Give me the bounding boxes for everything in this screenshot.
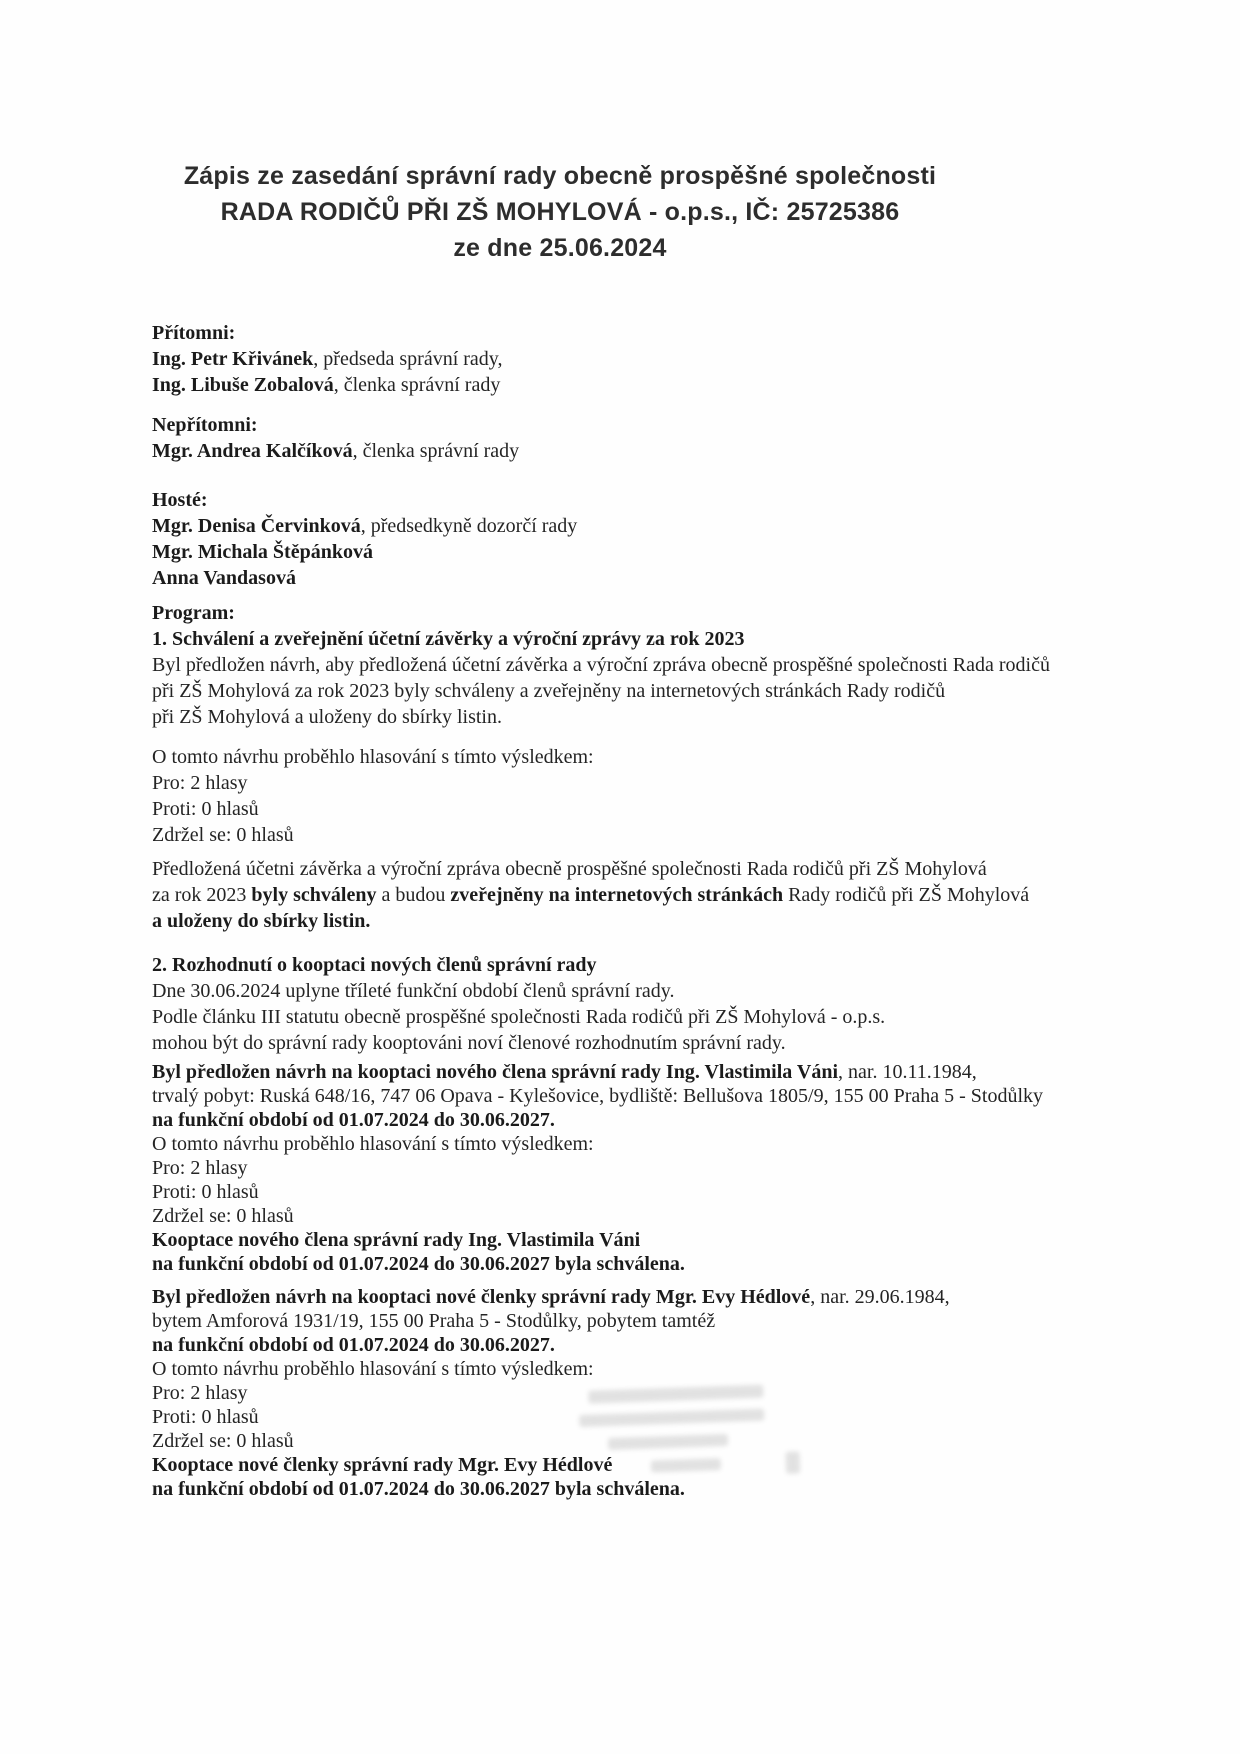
text-segment: , členka správní rady — [333, 374, 501, 396]
text-line — [152, 1381, 1112, 1405]
text-line — [152, 908, 1112, 934]
bold-text-segment: Program: — [152, 602, 235, 624]
text-line — [152, 952, 1112, 978]
text-segment: O tomto návrhu proběhlo hlasování s tímto výsledkem: — [152, 746, 594, 768]
text-segment: za rok 2023 — [152, 884, 252, 906]
bold-text-segment: na funkční období od 01.07.2024 do 30.06.2027 byla schválena. — [152, 1478, 685, 1500]
text-line — [152, 372, 1112, 398]
text-line — [152, 1405, 1112, 1429]
text-segment: , předsedkyně dozorčí rady — [360, 515, 578, 537]
vote-result-item1 — [152, 744, 1112, 848]
text-segment: Proti: 0 hlasů — [152, 798, 259, 820]
text-line — [152, 882, 1112, 908]
text-line — [152, 1357, 1112, 1381]
bold-text-segment: Nepřítomni: — [152, 414, 258, 436]
text-segment: Proti: 0 hlasů — [152, 1406, 259, 1428]
text-line — [152, 513, 1112, 539]
title-line-3: ze dne 25.06.2024 — [453, 234, 667, 262]
text-line — [152, 487, 1112, 513]
text-segment: Rady rodičů při ZŠ Mohylová — [783, 884, 1030, 906]
text-segment: Pro: 2 hlasy — [152, 1157, 248, 1179]
cooptation-vana-section — [152, 1060, 1112, 1276]
absent-members-section — [152, 412, 1112, 464]
text-line — [152, 1132, 1112, 1156]
text-line — [152, 856, 1112, 882]
guests-section — [152, 487, 1112, 591]
text-line — [152, 1084, 1112, 1108]
text-segment: při ZŠ Mohylová a uloženy do sbírky listin. — [152, 706, 502, 728]
text-line — [152, 704, 1112, 730]
text-line — [152, 1108, 1112, 1132]
title-line-1: Zápis ze zasedání správní rady obecně prospěšné společnosti — [183, 162, 937, 190]
text-segment: Zdržel se: 0 hlasů — [152, 824, 294, 846]
text-segment: Zdržel se: 0 hlasů — [152, 1205, 294, 1227]
text-segment: , nar. 29.06.1984, — [810, 1286, 950, 1308]
program-section — [152, 600, 1112, 730]
text-segment: O tomto návrhu proběhlo hlasování s tímto výsledkem: — [152, 1358, 594, 1380]
bold-text-segment: Mgr. Andrea Kalčíková — [152, 440, 353, 462]
bold-text-segment: byly schváleny — [251, 884, 377, 906]
title-line-2: RADA RODIČŮ PŘI ZŠ MOHYLOVÁ - o.p.s., IČ: 25725386 — [220, 198, 900, 226]
bold-text-segment: Byl předložen návrh na kooptaci nové členky správní rady Mgr. Evy Hédlové — [152, 1286, 811, 1308]
text-line — [152, 770, 1112, 796]
text-segment: při ZŠ Mohylová za rok 2023 byly schváleny a zveřejněny na internetových stránkách Rady rodičů — [152, 680, 946, 702]
bold-text-segment: zveřejněny na internetových stránkách — [450, 884, 784, 906]
text-segment: Dne 30.06.2024 uplyne tříleté funkční období členů správní rady. — [152, 980, 675, 1002]
bold-text-segment: Kooptace nové členky správní rady Mgr. Evy Hédlové — [152, 1454, 613, 1476]
text-line — [152, 412, 1112, 438]
text-segment: trvalý pobyt: Ruská 648/16, 747 06 Opava - Kylešovice, bydliště: Bellušova 1805/9, 155 00 Praha 5 - Stodůlky — [152, 1085, 1044, 1107]
text-segment: Proti: 0 hlasů — [152, 1181, 259, 1203]
text-line — [152, 1030, 1112, 1056]
text-line — [152, 652, 1112, 678]
text-line — [152, 600, 1112, 626]
attendees-section — [152, 320, 1112, 398]
document-title — [152, 158, 968, 266]
bold-text-segment: a uloženy do sbírky listin. — [152, 910, 371, 932]
text-segment: Podle článku III statutu obecně prospěšné společnosti Rada rodičů při ZŠ Mohylová - o.p.s. — [152, 1006, 886, 1028]
text-line — [152, 1156, 1112, 1180]
text-segment: Zdržel se: 0 hlasů — [152, 1430, 294, 1452]
text-line — [152, 626, 1112, 652]
text-segment: O tomto návrhu proběhlo hlasování s tímto výsledkem: — [152, 1133, 594, 1155]
text-segment: Předložená účetni závěrka a výroční zpráva obecně prospěšné společnosti Rada rodičů při ZŠ Mohylová — [152, 858, 987, 880]
bold-text-segment: Mgr. Michala Štěpánková — [152, 541, 373, 563]
bold-text-segment: 1. Schválení a zveřejnění účetní závěrky a výroční zprávy za rok 2023 — [152, 628, 745, 650]
text-line — [152, 796, 1112, 822]
text-line — [152, 539, 1112, 565]
text-line — [152, 1309, 1112, 1333]
text-segment: Pro: 2 hlasy — [152, 1382, 248, 1404]
text-segment: , nar. 10.11.1984, — [838, 1061, 977, 1083]
text-line — [152, 1252, 1112, 1276]
text-line — [152, 1180, 1112, 1204]
text-segment: bytem Amforová 1931/19, 155 00 Praha 5 - Stodůlky, pobytem tamtéž — [152, 1310, 716, 1332]
resolution-item1 — [152, 856, 1112, 934]
text-line — [152, 1453, 1112, 1477]
text-line — [152, 1060, 1112, 1084]
text-line — [152, 1333, 1112, 1357]
bold-text-segment: na funkční období od 01.07.2024 do 30.06.2027. — [152, 1334, 555, 1356]
text-line — [152, 822, 1112, 848]
bold-text-segment: Anna Vandasová — [152, 567, 296, 589]
text-segment: , členka správní rady — [352, 440, 520, 462]
bold-text-segment: Mgr. Denisa Červinková — [152, 515, 361, 537]
bold-text-segment: Byl předložen návrh na kooptaci nového člena správní rady Ing. Vlastimila Váni — [152, 1061, 839, 1083]
bold-text-segment: Hosté: — [152, 489, 208, 511]
text-line — [152, 346, 1112, 372]
bold-text-segment: na funkční období od 01.07.2024 do 30.06.2027. — [152, 1109, 555, 1131]
text-segment: mohou být do správní rady kooptováni noví členové rozhodnutím správní rady. — [152, 1032, 786, 1054]
text-line — [152, 1204, 1112, 1228]
bold-text-segment: Kooptace nového člena správní rady Ing. Vlastimila Váni — [152, 1229, 641, 1251]
text-line — [152, 1004, 1112, 1030]
text-line — [152, 1429, 1112, 1453]
text-line — [152, 678, 1112, 704]
text-segment: Byl předložen návrh, aby předložená účetní závěrka a výroční zpráva obecně prospěšné společnosti Rada rodičů — [152, 654, 1050, 676]
bold-text-segment: Ing. Libuše Zobalová — [152, 374, 334, 396]
text-segment: , předseda správní rady, — [313, 348, 503, 370]
text-segment: a budou — [376, 884, 451, 906]
cooptation-hedlova-section — [152, 1285, 1112, 1501]
bold-text-segment: na funkční období od 01.07.2024 do 30.06.2027 byla schválena. — [152, 1253, 685, 1275]
cooptation-intro-section — [152, 952, 1112, 1056]
bold-text-segment: Přítomni: — [152, 322, 236, 344]
text-line — [152, 438, 1112, 464]
text-line — [152, 1285, 1112, 1309]
text-line — [152, 978, 1112, 1004]
bold-text-segment: 2. Rozhodnutí o kooptaci nových členů správní rady — [152, 954, 597, 976]
text-line — [152, 744, 1112, 770]
text-line — [152, 320, 1112, 346]
bold-text-segment: Ing. Petr Křivánek — [152, 348, 314, 370]
text-segment: Pro: 2 hlasy — [152, 772, 248, 794]
text-line — [152, 1477, 1112, 1501]
text-line — [152, 1228, 1112, 1252]
text-line — [152, 565, 1112, 591]
